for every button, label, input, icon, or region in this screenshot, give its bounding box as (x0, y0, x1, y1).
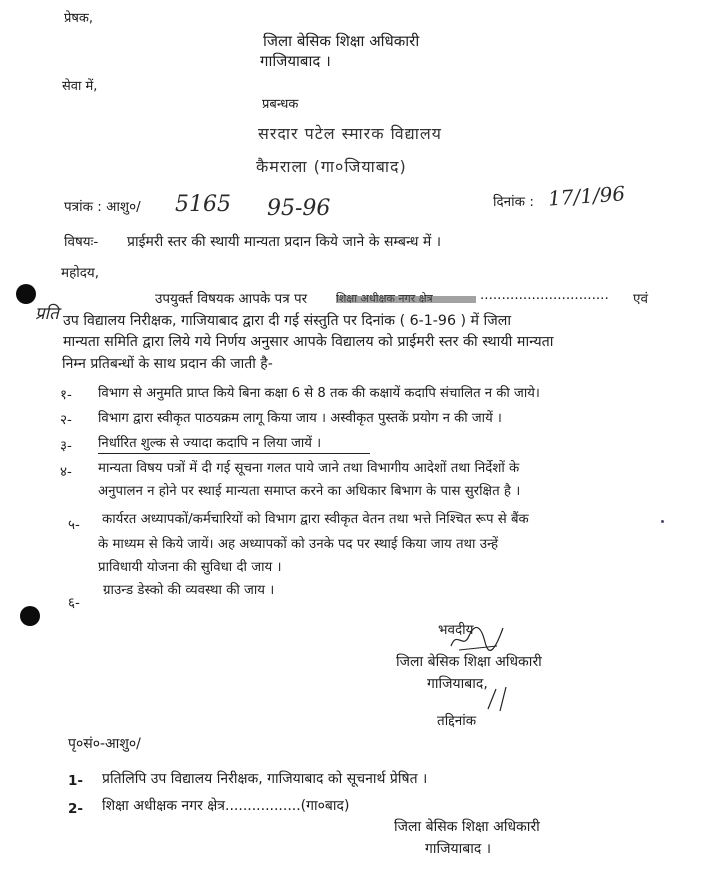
condition-5-line-3: प्राविधायी योजना की सुविधा दी जाय । (98, 560, 282, 575)
condition-5-line-2: के माध्यम से किये जायें। अह अध्यापकों को उनके पद पर स्थाई किया जाय तथा उन्हें (98, 537, 499, 552)
condition-6-line-1: ग्राउन्ड डेस्को की व्यवस्था की जाय । (103, 583, 275, 598)
para1-end: एवं (633, 291, 648, 307)
para1-line2: उप विद्यालय निरीक्षक, गाजियाबाद द्वारा दी गई संस्तुति पर दिनांक ( 6-1-96 ) में जिला (63, 313, 512, 329)
school-name: सरदार पटेल स्मारक विद्यालय (258, 124, 442, 143)
recipient-title: प्रबन्धक (262, 97, 299, 112)
copy-2-num: 2- (68, 801, 83, 817)
punch-hole-bottom (20, 606, 40, 626)
ref-year: 95-96 (267, 196, 331, 221)
para1-line3: मान्यता समिति द्वारा लिये गये निर्णय अनुसार आपके विद्यालय को प्राईमरी स्तर की स्थायी मान्यता (63, 334, 554, 350)
para1-dots: .............................. (480, 287, 609, 303)
margin-note: प्रति (35, 304, 59, 324)
date-label: दिनांक : (493, 194, 534, 210)
condition-3-line-1: निर्धारित शुल्क से ज्यादा कदापि न लिया जायें । (98, 436, 322, 451)
date-value: 17/1/96 (547, 181, 626, 211)
sign2-city: गाजियाबाद । (425, 841, 492, 857)
signature (447, 620, 507, 656)
to-label: सेवा में, (62, 79, 98, 94)
sign-city: गाजियाबाद, (427, 676, 488, 692)
condition-1-num: १- (60, 387, 72, 403)
closing: भवदीय (438, 622, 474, 638)
condition-3-num: ३- (60, 438, 72, 454)
strike-through (336, 296, 476, 303)
condition-2-line-1: विभाग द्वारा स्वीकृत पाठयक्रम लागू किया जाय । अस्वीकृत पुस्तकें प्रयोग न की जायें । (98, 411, 502, 426)
condition-4-line-1: मान्यता विषय पत्रों में दी गई सूचना गलत पाये जाने तथा विभागीय आदेशों तथा निर्देशों के (98, 461, 520, 476)
sign2-title: जिला बेसिक शिक्षा अधिकारी (394, 819, 540, 835)
sender-city: गाजियाबाद । (260, 52, 331, 70)
sender-label: प्रेषक, (64, 11, 94, 26)
salutation: महोदय, (61, 265, 100, 281)
subject-label: विषयः- (64, 234, 99, 250)
subject-text: प्राईमरी स्तर की स्थायी मान्यता प्रदान किये जाने के सम्बन्ध में । (127, 234, 442, 250)
ink-dot (661, 520, 664, 523)
sign-title: जिला बेसिक शिक्षा अधिकारी (396, 654, 542, 670)
copy-1-num: 1- (68, 773, 83, 789)
condition-5-num: ५- (68, 517, 80, 533)
ref-label: पत्रांक : आशु०/ (64, 199, 141, 215)
condition-1-line-1: विभाग से अनुमति प्राप्त किये बिना कक्षा 6 से 8 तक की कक्षायें कदापि संचालित न की जाये। (98, 386, 540, 401)
condition-5-line-1: कार्यरत अध्यापकों/कर्मचारियों को विभाग द्वारा स्वीकृत वेतन तथा भत्ते निश्चित रूप से बैंक (102, 512, 529, 527)
copy-2-text: शिक्षा अधीक्षक नगर क्षेत्र.................(गा०बाद) (102, 798, 350, 814)
condition-6-num: ६- (68, 595, 80, 611)
copy-ref: पृ०सं०-आशु०/ (68, 736, 141, 752)
para1-line4: निम्न प्रतिबन्धों के साथ प्रदान की जाती है- (62, 356, 273, 372)
condition-4-num: ४- (60, 464, 72, 480)
condition-4-line-2: अनुपालन न होने पर स्थाई मान्यता समाप्त करने का अधिकार बिभाग के पास सुरक्षित है । (98, 484, 521, 499)
sender-title: जिला बेसिक शिक्षा अधिकारी (263, 32, 420, 50)
ref-number: 5165 (175, 192, 231, 217)
school-address: कैमराला (गा०जियाबाद) (256, 157, 407, 176)
signature-flourish (482, 685, 522, 715)
para1-line1: उपयुर्क्त विषयक आपके पत्र पर (155, 291, 308, 307)
condition-2-num: २- (60, 412, 72, 428)
copy-1-text: प्रतिलिपि उप विद्यालय निरीक्षक, गाजियाबाद को सूचनार्थ प्रेषित । (102, 771, 428, 787)
handwritten-underline (98, 453, 370, 454)
punch-hole-top (16, 284, 36, 304)
tad-dinank: तद्दिनांक (437, 713, 477, 729)
